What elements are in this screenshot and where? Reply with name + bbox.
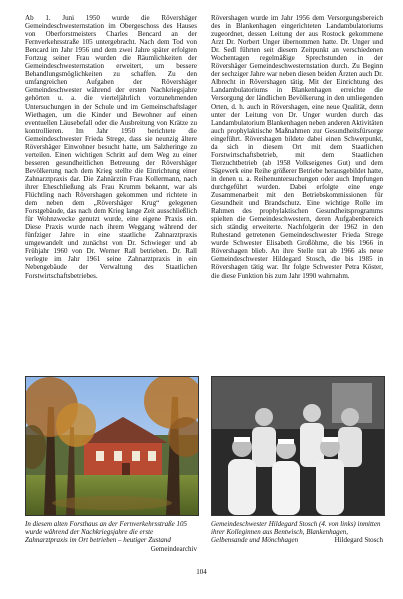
nurses-photo-caption [211, 520, 383, 545]
forsthaus-photo-credit: Gemeindearchiv [150, 544, 197, 553]
nurses-caption-text: Gemeindeschwester Hildegard Stosch (4. von links) inmitten ihrer Kolleginnen aus Bentwisch, Blankenhagen, Gelbensande und Mönchhagen [211, 520, 381, 545]
nurses-group-photo-image [212, 377, 384, 515]
right-text-column [211, 14, 383, 280]
nurses-photo-credit: Hildegard Stosch [334, 536, 383, 545]
forsthaus-caption-text: In diesem alten Forsthaus an der Fernverkehrsstraße 105 wurde während der Nachkriegsjahre die erste Zahnarztpraxis im Ort betrieben – heutiger Zustand [25, 520, 187, 545]
forsthaus-photo [25, 376, 199, 516]
left-text-column [25, 14, 197, 280]
forsthaus-photo-image [26, 377, 198, 515]
right-column-text: Rövershagen wurde im Jahr 1956 dem Versorgungsbereich des in Blankenhagen eingerichteten Landambulatoriums zugeordnet, dessen Leitung der aus Rostock gekommene Arzt Dr. Norbert Unger übernommen hatte. Dr. Unger und Dr. Sedl führten seit diesem Zeitpunkt an verschiedenen Wochentagen regelmäßige Sprechstunden in der Rövershäger Gemeindeschwesternstation durch. Zu Beginn der sechziger Jahre war neben diesen beiden Ärzten auch Dr. Albrecht in Rövershagen tätig. Mit der Einrichtung des Landambulatoriums in Blankenhagen erreichte die Versorgung der ländlichen Bevölkerung in den umliegenden Orten, d. h. auch in Rövershagen, eine neue Qualität, denn unter der Leitung von Dr. Unger wurden durch das Landambulatorium Blankenhagen neben anderen Aktivitäten auch prophylaktische Maßnahmen zur Gesundheitsfürsorge eingeführt. Rövershagen bildete dabei einen Schwerpunkt, da sich in diesem Ort mit dem Staatlichen Forstwirtschaftsbetrieb, mit dem Staatlichen Tierzuchtbetrieb (ab 1958 Volkseigenes Gut) und dem Sägewerk eine Reihe größerer Betriebe herausgebildet hatte, in denen u. a. Reihenuntersuchungen oder auch Impfungen durchgeführt wurden. Dabei erfolgte eine enge Zusammenarbeit mit den Betriebskommissionen für Gesundheit und Brandschutz. Eine wichtige Rolle im Rahmen des prophylaktischen Gesundheitsprogramms spielten die Gemeindeschwestern, deren Aufgabenbereich sich ständig erweiterte. Nachfolgerin der 1962 in den Ruhestand getretenen Gemeindeschwester Frieda Strege wurde Schwester Elisabeth Großöhme, die bis 1966 in Rövershagen blieb. An ihre Stelle trat ab 1966 als neue Gemeindeschwester Hildegard Stosch, die bis 1985 in Rövershagen tätig war. Ihr folgte Schwester Petra Köster, die diese Funktion bis zum Jahr 1990 wahrnahm. [211, 14, 383, 280]
left-column-text: Ab 1. Juni 1950 wurde die Rövershäger Gemeindeschwesternstation im Obergeschoss des Hauses von Oberforstmeisters Charles Bencard an der Fernverkehrsstraße 105 untergebracht. Nach dem Tod von Bencard im Jahr 1956 und dem zwei Jahre später erfolgten Fortzug seiner Frau wurden die Räumlichkeiten der Gemeindeschwesternstation erweitert, um bessere Behandlungsmöglichkeiten zu schaffen. Zu den umfangreichen Aufgaben der Rövershäger Gemeindeschwester während der ersten Nachkriegsjahre gehörten u. a. die vierteljährlich vorzunehmenden Untersuchungen in der Schule und im Gemeinschaftslager Wiethagen, um die Kinder und Bewohner auf einen eventuellen Läusebefall oder die Ausbreitung von Krätze zu kontrollieren. Im Jahr 1950 berichtete die Gemeindeschwester Frieda Strege, dass sie neunzig ältere Rövershäger Einwohner besucht hatte, um Salzheringe zu verteilen. Einen wichtigen Schritt auf dem Weg zu einer besseren gesundheitlichen Betreuung der Rövershäger Bevölkerung nach dem Krieg stellte die Einrichtung einer Zahnarztpraxis dar. Die Zahnärztin Frau Kollermann, nach ihrer Eheschließung als Frau Krumm bekannt, war als Flüchtling nach Rövershagen gekommen und richtete in dem neben dem „Rövershäger Krug“ gelegenen Forstgebäude, das nach dem Krieg lange Zeit ausschließlich für Wohnzwecke genutzt wurde, eine eigene Praxis ein. Diese Praxis wurde nach ihrem Weggang während der fünfziger Jahre in eine staatliche Zahnarztpraxis umgewandelt und zunächst von Dr. Schwieger und ab Frühjahr 1960 von Dr. Werner Rall betrieben. Dr. Rall verlegte im Jahr 1961 seine Zahnarztpraxis in ein Nebengebäude der Verwaltung des Staatlichen Forstwirtschaftsbetriebes. [25, 14, 197, 280]
nurses-group-photo [211, 376, 385, 516]
forsthaus-photo-caption [25, 520, 197, 553]
page-number: 104 [196, 568, 207, 576]
